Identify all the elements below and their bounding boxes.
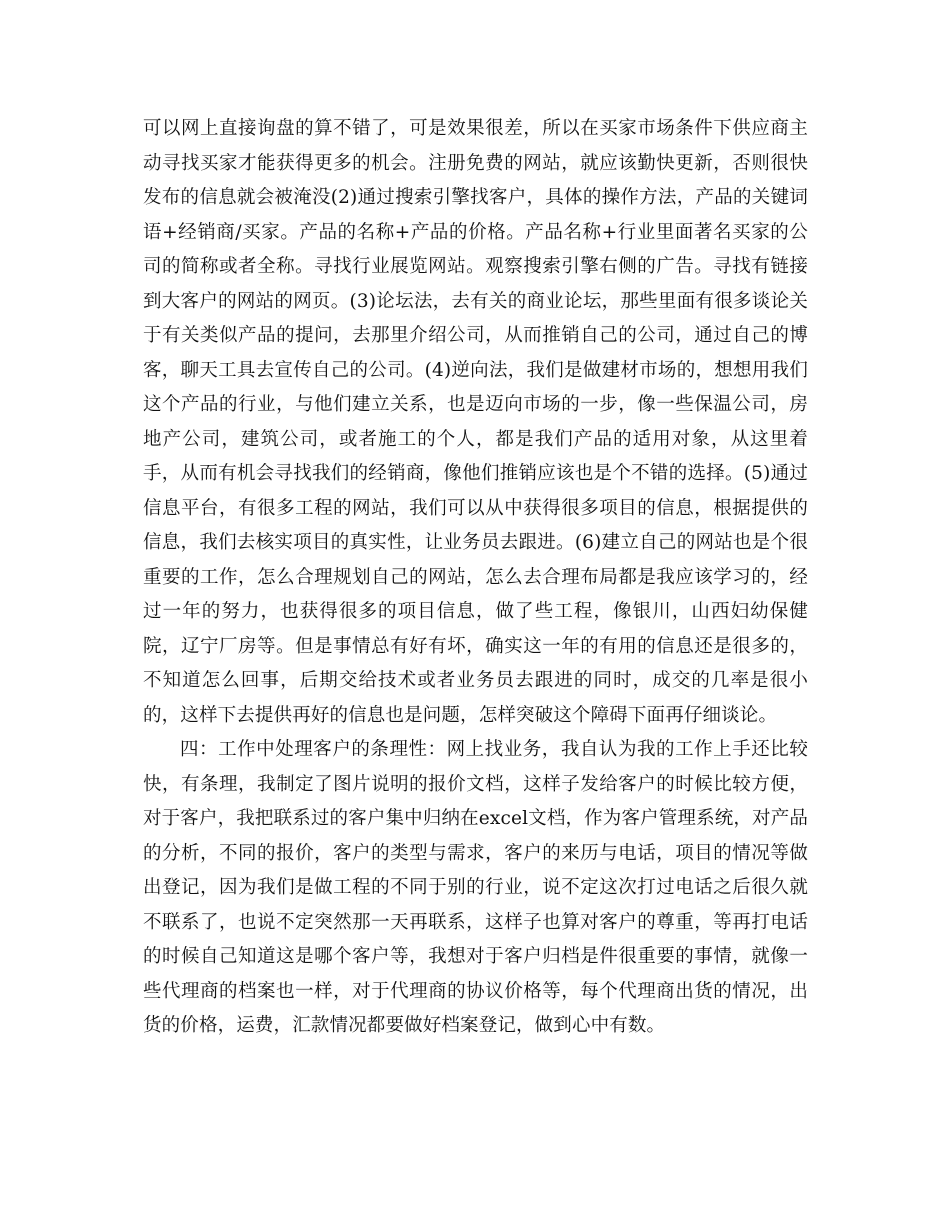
document-body	[143, 112, 808, 1044]
paragraph-1: 可以网上直接询盘的算不错了，可是效果很差，所以在买家市场条件下供应商主动寻找买家才能获得更多的机会。注册免费的网站，就应该勤快更新，否则很快发布的信息就会被淹没(2)通过搜索引擎找客户，具体的操作方法，产品的关键词语+经销商/买家。产品的名称+产品的价格。产品名称+行业里面著名买家的公司的简称或者全称。寻找行业展览网站。观察搜索引擎右侧的广告。寻找有链接到大客户的网站的网页。(3)论坛法，去有关的商业论坛，那些里面有很多谈论关于有关类似产品的提问，去那里介绍公司，从而推销自己的公司，通过自己的博客，聊天工具去宣传自己的公司。(4)逆向法，我们是做建材市场的，想想用我们这个产品的行业，与他们建立关系，也是迈向市场的一步，像一些保温公司，房地产公司，建筑公司，或者施工的个人，都是我们产品的适用对象，从这里着手，从而有机会寻找我们的经销商，像他们推销应该也是个不错的选择。(5)通过信息平台，有很多工程的网站，我们可以从中获得很多项目的信息，根据提供的信息，我们去核实项目的真实性，让业务员去跟进。(6)建立自己的网站也是个很重要的工作，怎么合理规划自己的网站，怎么去合理布局都是我应该学习的，经过一年的努力，也获得很多的项目信息，做了些工程，像银川，山西妇幼保健院，辽宁厂房等。但是事情总有好有坏，确实这一年的有用的信息还是很多的，不知道怎么回事，后期交给技术或者业务员去跟进的同时，成交的几率是很小的，这样下去提供再好的信息也是问题，怎样突破这个障碍下面再仔细谈论。	[143, 118, 808, 726]
paragraph-2: 四：工作中处理客户的条理性：网上找业务，我自认为我的工作上手还比较快，有条理，我制定了图片说明的报价文档，这样子发给客户的时候比较方便，对于客户，我把联系过的客户集中归纳在excel文档，作为客户管理系统，对产品的分析，不同的报价，客户的类型与需求，客户的来历与电话，项目的情况等做出登记，因为我们是做工程的不同于别的行业，说不定这次打过电话之后很久就不联系了，也说不定突然那一天再联系，这样子也算对客户的尊重，等再打电话的时候自己知道这是哪个客户等，我想对于客户归档是件很重要的事情，就像一些代理商的档案也一样，对于代理商的协议价格等，每个代理商出货的情况，出货的价格，运费，汇款情况都要做好档案登记，做到心中有数。	[143, 739, 808, 1036]
